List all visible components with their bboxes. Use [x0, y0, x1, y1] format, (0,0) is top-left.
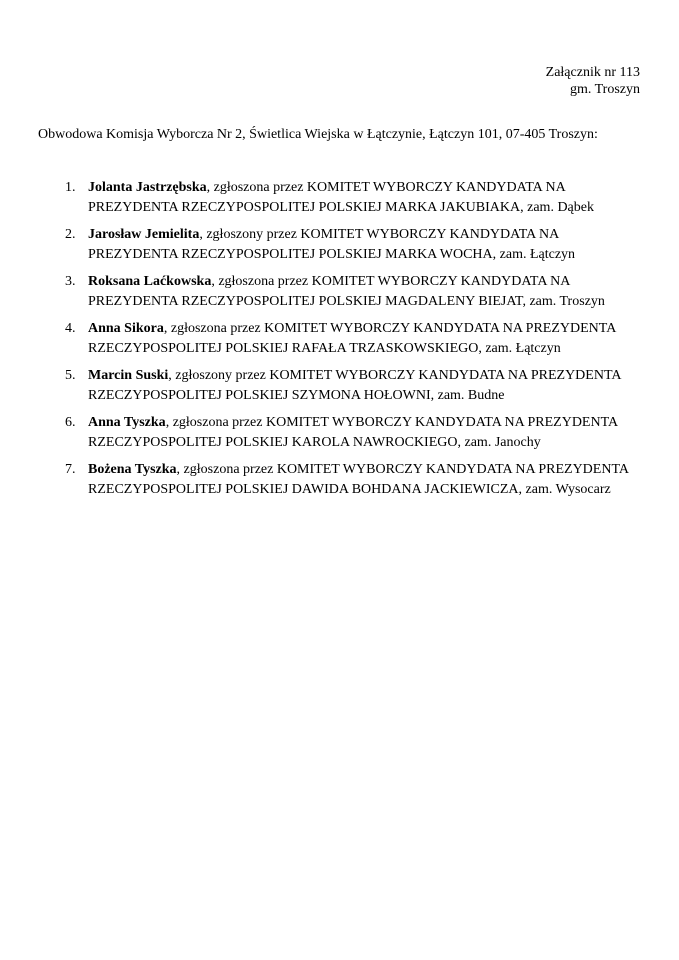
candidate-name: Anna Sikora	[88, 321, 164, 336]
item-number: 4.	[65, 321, 76, 336]
candidate-name: Bożena Tyszka	[88, 462, 177, 477]
item-text	[88, 225, 635, 265]
list-item	[65, 272, 635, 312]
list-item	[65, 225, 635, 265]
candidate-details: , zgłoszona przez KOMITET WYBORCZY KANDYDATA NA PREZYDENTA RZECZYPOSPOLITEJ POLSKIEJ MARKA JAKUBIAKA, zam. Dąbek	[88, 180, 594, 215]
candidate-name: Marcin Suski	[88, 368, 169, 383]
candidate-details: , zgłoszony przez KOMITET WYBORCZY KANDYDATA NA PREZYDENTA RZECZYPOSPOLITEJ POLSKIEJ MARKA WOCHA, zam. Łątczyn	[88, 227, 576, 262]
item-number: 5.	[65, 368, 76, 383]
document-header	[0, 0, 679, 98]
item-number: 7.	[65, 462, 76, 477]
list-item	[65, 460, 635, 500]
municipality-label: gm. Troszyn	[569, 82, 640, 97]
item-number: 1.	[65, 180, 76, 195]
item-text	[88, 178, 635, 218]
candidate-name: Jarosław Jemielita	[88, 227, 200, 242]
item-number: 6.	[65, 415, 76, 430]
list-item	[65, 178, 635, 218]
list-item	[65, 413, 635, 453]
item-text	[88, 413, 635, 453]
item-number: 3.	[65, 274, 76, 289]
item-text	[88, 272, 635, 312]
item-text	[88, 460, 635, 500]
commission-title: Obwodowa Komisja Wyborcza Nr 2, Świetlica Wiejska w Łątczynie, Łątczyn 101, 07-405 Troszyn:	[38, 127, 598, 142]
item-number: 2.	[65, 227, 76, 242]
candidate-details: , zgłoszona przez KOMITET WYBORCZY KANDYDATA NA PREZYDENTA RZECZYPOSPOLITEJ POLSKIEJ KAROLA NAWROCKIEGO, zam. Janochy	[88, 415, 618, 450]
item-text	[88, 319, 635, 359]
candidate-details: , zgłoszona przez KOMITET WYBORCZY KANDYDATA NA PREZYDENTA RZECZYPOSPOLITEJ POLSKIEJ RAFAŁA TRZASKOWSKIEGO, zam. Łątczyn	[88, 321, 616, 356]
candidate-details: , zgłoszona przez KOMITET WYBORCZY KANDYDATA NA PREZYDENTA RZECZYPOSPOLITEJ POLSKIEJ MAGDALENY BIEJAT, zam. Troszyn	[88, 274, 605, 309]
item-text	[88, 366, 635, 406]
list-item	[65, 319, 635, 359]
candidate-details: , zgłoszona przez KOMITET WYBORCZY KANDYDATA NA PREZYDENTA RZECZYPOSPOLITEJ POLSKIEJ DAWIDA BOHDANA JACKIEWICZA, zam. Wysocarz	[88, 462, 629, 497]
candidate-details: , zgłoszony przez KOMITET WYBORCZY KANDYDATA NA PREZYDENTA RZECZYPOSPOLITEJ POLSKIEJ SZYMONA HOŁOWNI, zam. Budne	[88, 368, 621, 403]
candidate-name: Jolanta Jastrzębska	[88, 180, 207, 195]
list-item	[65, 366, 635, 406]
candidate-name: Anna Tyszka	[88, 415, 166, 430]
member-list	[0, 178, 679, 500]
attachment-label: Załącznik nr 113	[545, 65, 640, 80]
candidate-name: Roksana Laćkowska	[88, 274, 212, 289]
